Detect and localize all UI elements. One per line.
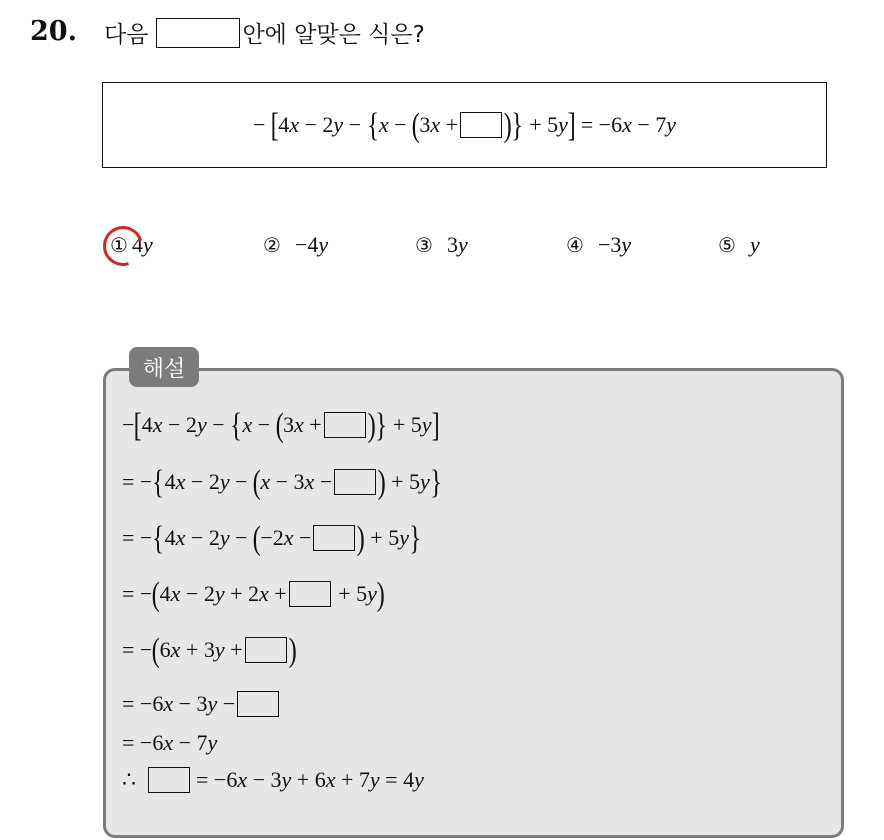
expr-var: x <box>430 112 441 137</box>
step-term: − <box>206 412 231 437</box>
step-term: − 3 <box>173 691 208 716</box>
step-var: x <box>163 730 174 755</box>
question-text <box>104 16 425 49</box>
step-var: x <box>293 412 304 437</box>
step-term: = −6 <box>122 730 164 755</box>
blank-box <box>324 412 366 438</box>
solution-step-6 <box>122 691 281 717</box>
choice-coef: −4 <box>294 232 319 257</box>
expr-term: − 2 <box>298 112 334 137</box>
step-term: − 2 <box>185 525 220 550</box>
step-term: + <box>224 637 243 662</box>
solution-step-7 <box>122 730 217 756</box>
choice-var: y <box>621 232 632 257</box>
blank-box <box>289 581 331 607</box>
choice-coef: 4 <box>131 232 143 257</box>
step-var: y <box>214 581 225 606</box>
choice-number: ③ <box>415 233 433 257</box>
step-term: = − <box>122 525 153 550</box>
expr-term: − <box>388 112 413 137</box>
step-term: + 5 <box>332 581 368 606</box>
expression-box <box>102 82 827 168</box>
step-term: + 5 <box>387 412 422 437</box>
step-var: x <box>175 525 186 550</box>
blank-box <box>245 637 287 663</box>
step-term: + <box>268 581 287 606</box>
step-var: x <box>260 469 271 494</box>
step-term: − <box>122 412 135 437</box>
question-text-before: 다음 <box>104 22 149 48</box>
step-term: = − <box>122 637 153 662</box>
step-term: 6 <box>159 637 171 662</box>
blank-box <box>148 767 190 793</box>
step-var: x <box>259 581 269 606</box>
step-var: x <box>163 691 174 716</box>
step-var: y <box>219 525 230 550</box>
step-var: x <box>170 581 181 606</box>
choice-number: ④ <box>566 233 584 257</box>
step-term: − 2 <box>162 412 197 437</box>
step-term: 4 <box>164 525 176 550</box>
therefore-symbol: ∴ <box>122 767 136 792</box>
step-term: + 7 <box>335 767 370 792</box>
choice-2[interactable] <box>263 232 328 258</box>
step-var: x <box>170 637 181 662</box>
step-var: x <box>304 469 315 494</box>
question-text-after: 안에 알맞은 식은? <box>242 22 425 48</box>
choice-var: y <box>142 232 153 257</box>
solution-step-3: = −{4x − 2y − (−2x − ) + 5y} <box>122 520 422 557</box>
step-term: − <box>252 412 276 437</box>
step-term: = − <box>122 469 153 494</box>
step-term: + 5 <box>385 469 420 494</box>
step-var: y <box>196 412 207 437</box>
step-term: − <box>314 469 333 494</box>
step-term: + 3 <box>180 637 215 662</box>
choice-coef: −3 <box>597 232 622 257</box>
step-term: 4 <box>141 412 153 437</box>
choice-var: y <box>457 232 468 257</box>
step-var: y <box>421 412 432 437</box>
solution-step-8 <box>122 767 424 793</box>
solution-step-2: = −{4x − 2y − (x − 3x − ) + 5y} <box>122 464 442 501</box>
expr-var: y <box>558 112 568 137</box>
step-var: x <box>283 525 294 550</box>
expr-var: x <box>289 112 299 137</box>
expr-term: − <box>343 112 367 137</box>
step-term: − <box>293 525 312 550</box>
step-term: = −6 <box>196 767 238 792</box>
solution-step-4: = −(4x − 2y + 2x + + 5y) <box>122 576 385 613</box>
step-term: − 3 <box>270 469 305 494</box>
expression: − [4x − 2y − {x − (3x + )} + 5y] = −6x − 7y <box>252 107 677 144</box>
step-var: x <box>242 412 253 437</box>
choice-var: y <box>749 232 760 257</box>
step-var: x <box>325 767 336 792</box>
step-var: x <box>237 767 248 792</box>
step-term: 4 <box>159 581 171 606</box>
step-var: y <box>281 767 292 792</box>
expr-term: + <box>440 112 459 137</box>
expr-var: x <box>378 112 389 137</box>
blank-box <box>460 112 502 138</box>
expr-term: + 5 <box>523 112 559 137</box>
step-term: − <box>229 469 254 494</box>
step-term: − 3 <box>247 767 282 792</box>
expr-var: x <box>622 112 632 137</box>
blank-box <box>334 469 376 495</box>
choice-number: ② <box>263 233 281 257</box>
solution-step-1: −[4x − 2y − {x − (3x + )} + 5y] <box>122 407 440 444</box>
choice-4[interactable] <box>566 232 631 258</box>
step-term: + <box>303 412 322 437</box>
question-blank-box <box>156 18 240 48</box>
step-term: − 2 <box>185 469 220 494</box>
step-term: 4 <box>164 469 176 494</box>
step-var: y <box>207 691 218 716</box>
step-var: x <box>175 469 186 494</box>
step-var: y <box>369 767 380 792</box>
expr-term: 3 <box>419 112 431 137</box>
step-term: = −6 <box>122 691 164 716</box>
question-number: 20. <box>30 16 77 47</box>
step-term: + 5 <box>364 525 400 550</box>
solution-title: 해설 <box>129 347 199 387</box>
step-var: y <box>207 730 218 755</box>
expr-var: y <box>666 112 677 137</box>
step-term: − <box>217 691 236 716</box>
step-term: − <box>229 525 254 550</box>
step-var: x <box>152 412 163 437</box>
choice-3[interactable] <box>415 232 468 258</box>
step-var: y <box>414 767 424 792</box>
step-term: − 7 <box>173 730 208 755</box>
step-term: + 2 <box>224 581 260 606</box>
choice-number: ⑤ <box>718 233 736 257</box>
step-term: − 2 <box>180 581 215 606</box>
expr-var: y <box>333 112 344 137</box>
expr-term: − <box>252 112 266 137</box>
step-var: y <box>219 469 230 494</box>
expr-term: = −6 <box>575 112 623 137</box>
step-var: y <box>367 581 377 606</box>
expr-term: 4 <box>278 112 290 137</box>
step-term: = 4 <box>379 767 415 792</box>
step-var: y <box>399 525 409 550</box>
step-term: = − <box>122 581 153 606</box>
expr-term: − 7 <box>631 112 667 137</box>
blank-box <box>313 525 355 551</box>
blank-box <box>237 691 279 717</box>
choice-number: ① <box>110 233 128 257</box>
choice-var: y <box>318 232 329 257</box>
step-term: + 6 <box>291 767 326 792</box>
step-term: 3 <box>282 412 294 437</box>
step-var: y <box>214 637 225 662</box>
solution-step-5: = −(6x + 3y + ) <box>122 632 297 669</box>
choice-coef: 3 <box>446 232 458 257</box>
step-var: y <box>419 469 430 494</box>
step-term: −2 <box>260 525 284 550</box>
choice-5[interactable] <box>718 232 760 258</box>
